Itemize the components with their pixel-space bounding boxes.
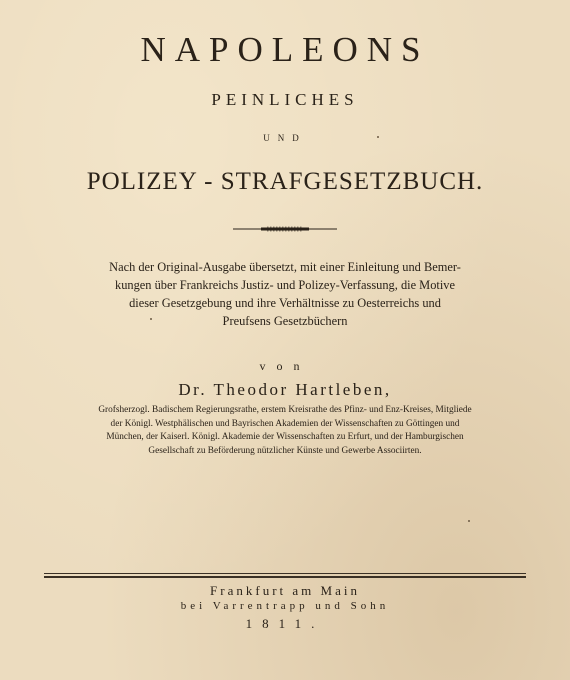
paper-speck	[377, 136, 379, 138]
author-name: Dr. Theodor Hartleben,	[178, 380, 392, 399]
description-line: dieser Gesetzgebung und ihre Verhältnisse zu Oesterreichs und	[129, 296, 441, 310]
title-napoleons: NAPOLEONS	[140, 30, 430, 69]
affiliation-line: München, der Kaiserl. Königl. Akademie der Wissenschaften zu Erfurt, und der Hamburgischen	[106, 432, 464, 442]
description-line: kungen über Frankreichs Justiz- und Polizey-Verfassung, die Motive	[115, 278, 455, 292]
description-line: Nach der Original-Ausgabe übersetzt, mit einer Einleitung und Bemer-	[109, 260, 461, 274]
description-line: Preufsens Gesetzbüchern	[222, 314, 348, 328]
ornamental-divider	[233, 226, 337, 232]
title-und: UND	[263, 133, 307, 143]
imprint-publisher: bei Varrentrapp und Sohn	[180, 600, 390, 612]
imprint-place: Frankfurt am Main	[210, 583, 360, 598]
affiliation-line: Gesellschaft zu Beförderung nützlicher Künste und Gewerbe Associirten.	[148, 445, 422, 456]
byline-von: von	[259, 359, 311, 373]
affiliation-line: der Königl. Westphälischen und Bayrischen Akademien der Wissenschaften zu Göttingen und	[110, 418, 460, 429]
subtitle-description	[40, 258, 530, 330]
imprint-year: 1811.	[245, 616, 325, 631]
title-strafgesetzbuch: POLIZEY - STRAFGESETZBUCH.	[86, 168, 484, 195]
paper-speck	[468, 520, 470, 522]
imprint-rule-top	[44, 573, 526, 574]
imprint-rule-thick	[44, 576, 526, 578]
author-affiliation	[30, 404, 540, 458]
affiliation-line: Grofsherzogl. Badischem Regierungsrathe, erstem Kreisrathe des Pfinz- und Enz-Kreises, Mitgliede	[98, 405, 472, 415]
paper-speck	[150, 318, 152, 320]
title-peinliches: PEINLICHES	[211, 90, 359, 109]
